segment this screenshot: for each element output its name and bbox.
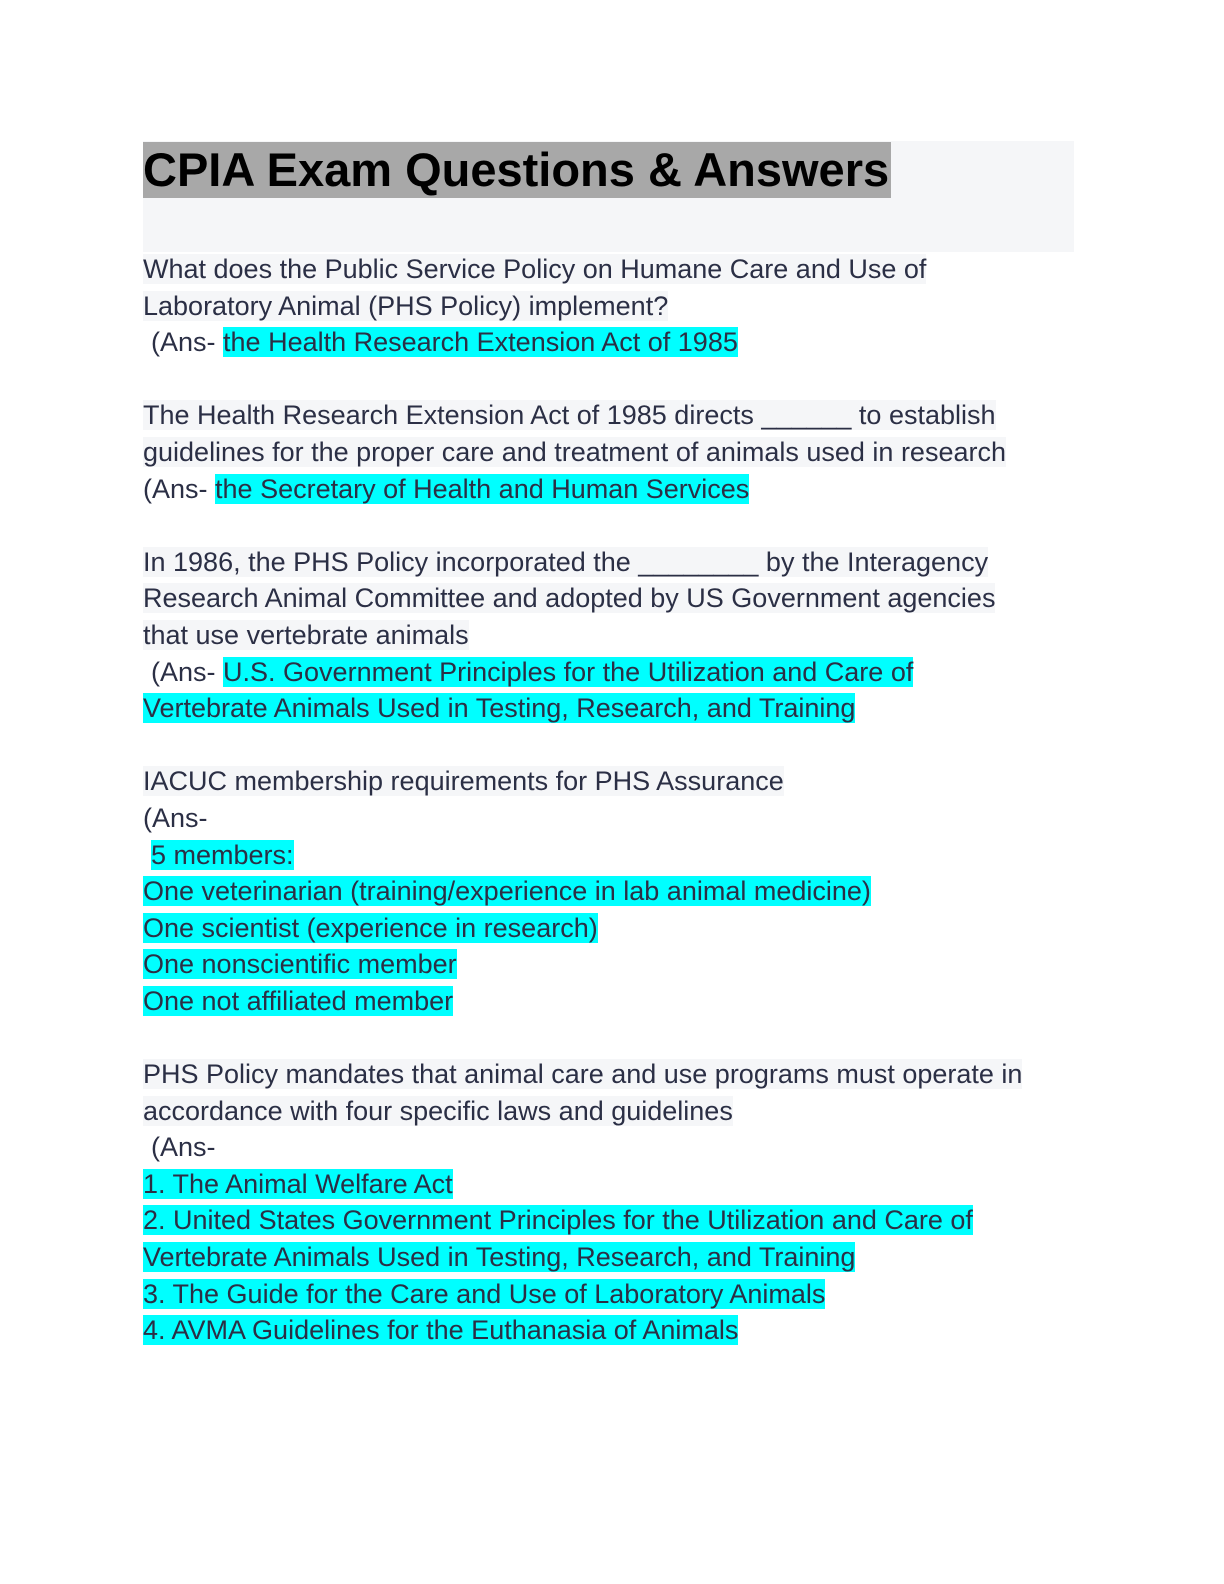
answer-highlight: Vertebrate Animals Used in Testing, Research, and Training — [143, 693, 856, 724]
question-4-line-1 — [143, 763, 1083, 800]
answer-highlight: 1. The Animal Welfare Act — [143, 1168, 453, 1199]
answer-4-line-2 — [143, 873, 1083, 910]
answer-prefix: (Ans- — [143, 473, 208, 504]
answer-highlight: the Health Research Extension Act of 1985 — [223, 327, 738, 358]
spacer — [143, 361, 1083, 398]
answer-5-line-2 — [143, 1202, 1083, 1239]
question-text: accordance with four specific laws and guidelines — [143, 1095, 733, 1126]
answer-4-line-5 — [143, 983, 1083, 1020]
question-1-line-2 — [143, 288, 1083, 325]
question-text: The Health Research Extension Act of 1985 directs ______ to establish — [143, 400, 996, 431]
question-1-line-1 — [143, 251, 1083, 288]
answer-4-line-4 — [143, 946, 1083, 983]
question-5-line-2 — [143, 1093, 1083, 1130]
spacer — [143, 507, 1083, 544]
answer-3-line-2 — [143, 690, 1083, 727]
answer-4-prefix-line — [143, 800, 1083, 837]
answer-2-line-1 — [143, 471, 1083, 508]
answer-5-prefix-line — [143, 1129, 1083, 1166]
question-text: that use vertebrate animals — [143, 619, 469, 650]
answer-3-line-1 — [143, 654, 1083, 691]
answer-5-line-5 — [143, 1312, 1083, 1349]
answer-prefix: (Ans- — [143, 802, 208, 833]
question-3-line-1 — [143, 544, 1083, 581]
answer-4-line-1 — [143, 837, 1083, 874]
answer-highlight: 3. The Guide for the Care and Use of Laboratory Animals — [143, 1278, 826, 1309]
answer-prefix: (Ans- — [151, 327, 216, 358]
answer-highlight: One not affiliated member — [143, 985, 454, 1016]
answer-highlight: 4. AVMA Guidelines for the Euthanasia of Animals — [143, 1315, 739, 1346]
answer-highlight: Vertebrate Animals Used in Testing, Research, and Training — [143, 1242, 856, 1273]
question-5-line-1 — [143, 1056, 1083, 1093]
document-title: CPIA Exam Questions & Answers — [143, 143, 890, 196]
question-text: In 1986, the PHS Policy incorporated the ________ by the Interagency — [143, 546, 989, 577]
answer-highlight: One nonscientific member — [143, 949, 457, 980]
answer-4-line-3 — [143, 910, 1083, 947]
question-text: Research Animal Committee and adopted by US Government agencies — [143, 583, 996, 614]
answer-prefix: (Ans- — [151, 1132, 216, 1163]
question-3-line-3 — [143, 617, 1083, 654]
answer-highlight: 2. United States Government Principles for the Utilization and Care of — [143, 1205, 973, 1236]
answer-highlight: 5 members: — [151, 839, 294, 870]
question-text: IACUC membership requirements for PHS Assurance — [143, 766, 784, 797]
question-2-line-2 — [143, 434, 1083, 471]
answer-5-line-1 — [143, 1166, 1083, 1203]
document-body — [143, 251, 1083, 1349]
answer-highlight: U.S. Government Principles for the Utilization and Care of — [223, 656, 914, 687]
answer-1-line-1 — [143, 324, 1083, 361]
question-2-line-1 — [143, 397, 1083, 434]
question-text: What does the Public Service Policy on Humane Care and Use of — [143, 254, 927, 284]
answer-prefix: (Ans- — [151, 656, 216, 687]
question-text: Laboratory Animal (PHS Policy) implement? — [143, 290, 669, 321]
answer-highlight: One veterinarian (training/experience in lab animal medicine) — [143, 876, 871, 907]
question-text: guidelines for the proper care and treatment of animals used in research — [143, 436, 1006, 467]
answer-5-line-4 — [143, 1276, 1083, 1313]
spacer — [143, 727, 1083, 764]
spacer — [143, 1019, 1083, 1056]
answer-highlight: One scientist (experience in research) — [143, 912, 598, 943]
answer-highlight: the Secretary of Health and Human Services — [215, 473, 750, 504]
question-text: PHS Policy mandates that animal care and use programs must operate in — [143, 1059, 1023, 1090]
question-3-line-2 — [143, 580, 1083, 617]
answer-5-line-3 — [143, 1239, 1083, 1276]
